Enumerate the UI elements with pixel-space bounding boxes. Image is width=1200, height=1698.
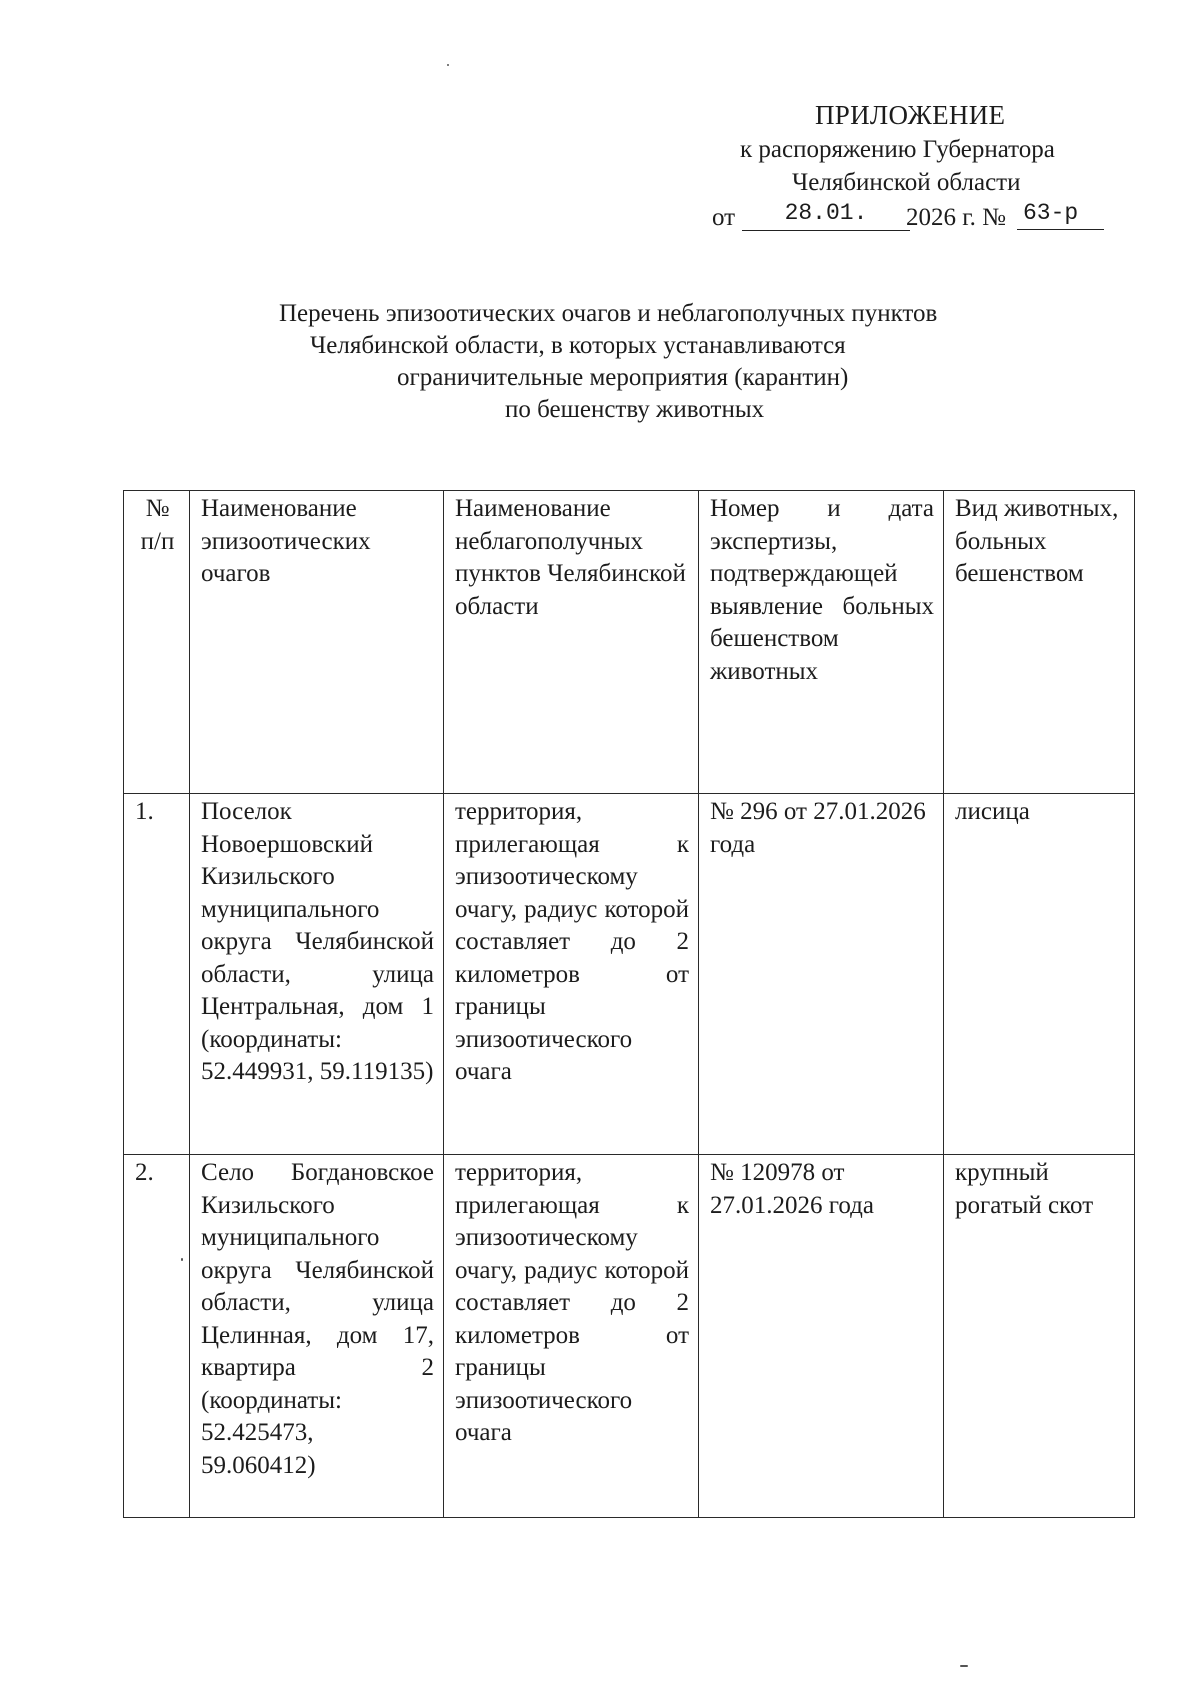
table-row [124,1155,1135,1518]
row-focus: Село Богдановское Кизильского муниципального округа Челябинской области, улица Целинная, дом 17, квартира 2 (координаты: 52.425473, 59.060412) [190,1155,444,1518]
table-header-row [124,491,1135,794]
row-expertise: № 120978 от 27.01.2026 года [699,1155,944,1518]
header-number: № п/п [124,491,190,794]
appendix-title: ПРИЛОЖЕНИЕ [815,100,1006,130]
row-number: 2. [124,1155,190,1518]
row-animal: лисица [944,794,1135,1155]
header-expertise: Номер и дата экспертизы, подтверждающей выявление больных бешенством животных [699,491,944,794]
foci-register-table [123,490,1135,1518]
order-year-label: 2026 г. № [906,204,1007,231]
order-number: 63-р [1017,200,1104,230]
appendix-reference-line: к распоряжению Губернатора [740,136,1055,163]
order-date-number-line [712,200,1104,234]
row-area: территория, прилегающая к эпизоотическому очагу, радиус которой составляет до 2 километров от границы эпизоотического очага [444,794,699,1155]
order-date: 28.01. [742,200,910,231]
row-number: 1. [124,794,190,1155]
appendix-region-line: Челябинской области [792,169,1021,196]
row-area: территория, прилегающая к эпизоотическому очагу, радиус которой составляет до 2 километров от границы эпизоотического очага [444,1155,699,1518]
header-focus-name: Наименование эпизоотических очагов [190,491,444,794]
header-animal-type: Вид животных, больных бешенством [944,491,1135,794]
table-row [124,794,1135,1155]
row-animal: крупный рогатый скот [944,1155,1135,1518]
document-title-line-2: Челябинской области, в которых устанавливаются [310,332,846,359]
order-date-prefix: от [712,204,736,231]
row-expertise: № 296 от 27.01.2026 года [699,794,944,1155]
scan-speck [181,1258,183,1261]
document-title-line-3: ограничительные мероприятия (карантин) [397,364,849,391]
header-area-name: Наименование неблагополучных пунктов Челябинской области [444,491,699,794]
row-focus: Поселок Новоершовский Кизильского муниципального округа Челябинской области, улица Центральная, дом 1 (координаты: 52.449931, 59.119135) [190,794,444,1155]
scan-speck [447,64,449,66]
scan-speck [960,1665,968,1667]
document-title-line-1: Перечень эпизоотических очагов и неблагополучных пунктов [279,300,938,327]
document-title-line-4: по бешенству животных [505,396,765,423]
